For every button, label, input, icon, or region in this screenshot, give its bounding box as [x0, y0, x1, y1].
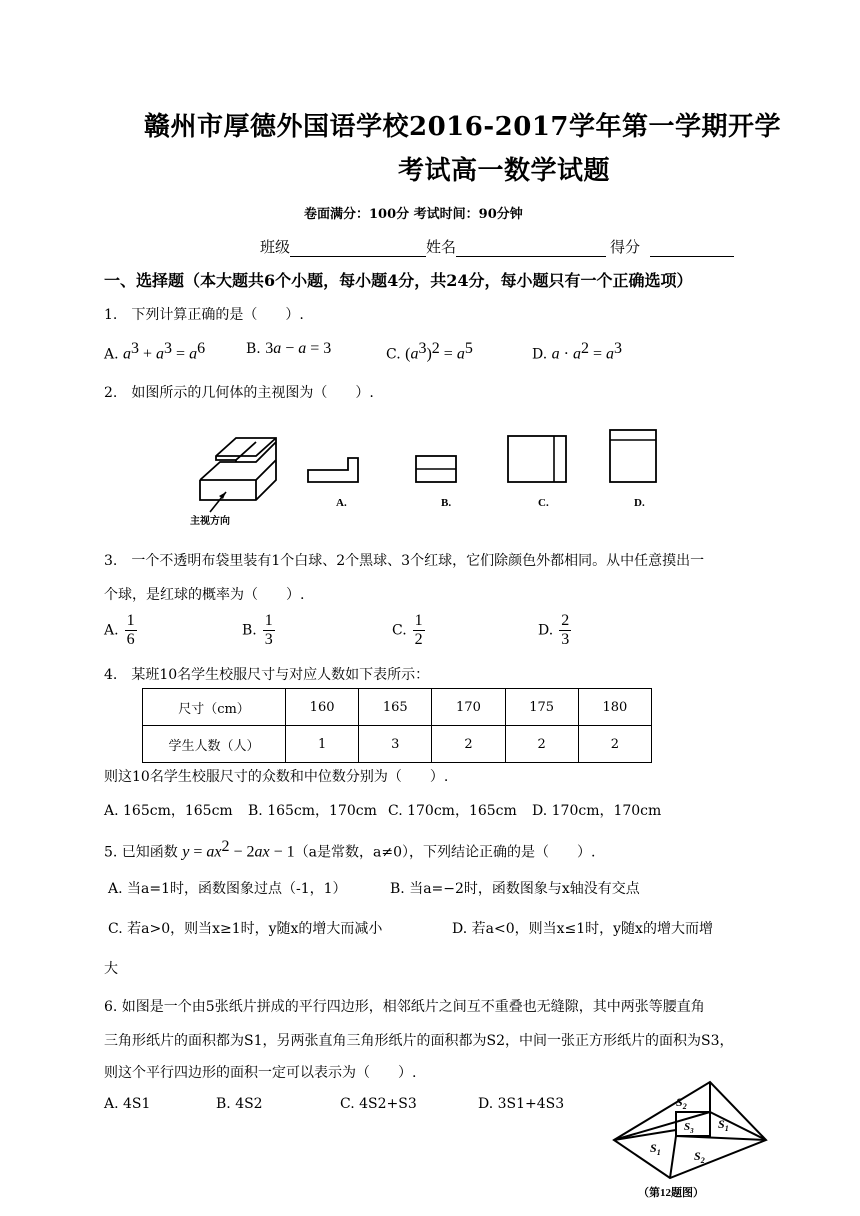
info-line	[260, 236, 734, 257]
q5-option-c: C. 若a>0，则当x≥1时，y随x的增大而减小	[108, 921, 383, 937]
table-cell: 170	[432, 689, 505, 726]
table-cell: 175	[505, 689, 578, 726]
q2-view-a	[308, 458, 358, 482]
q6-line-3: 则这个平行四边形的面积一定可以表示为（ ）.	[104, 1065, 417, 1081]
q2-solid-drawing	[200, 438, 276, 500]
table-cell: 2	[505, 726, 578, 763]
q4-question: 则这10名学生校服尺寸的众数和中位数分别为（ ）.	[104, 769, 449, 785]
q6-option-c: C. 4S2+S3	[340, 1096, 417, 1112]
q1-stem: 1. 下列计算正确的是（ ）.	[104, 307, 304, 323]
q2-view-d	[610, 430, 656, 482]
score-blank[interactable]	[650, 240, 734, 257]
table-row	[143, 726, 652, 763]
table-cell: 165	[359, 689, 432, 726]
table-cell: 2	[578, 726, 651, 763]
class-label: 班级	[260, 238, 291, 256]
class-blank[interactable]	[290, 240, 426, 257]
section-heading: 一、选择题（本大题共6个小题，每小题4分，共24分，每小题只有一个正确选项）	[104, 271, 693, 290]
q6-parallelogram-figure	[610, 1070, 770, 1202]
svg-text:S2: $S_2$	[694, 1149, 705, 1165]
q6-option-d: D. 3S1+4S3	[478, 1096, 565, 1112]
q5-option-d-wrap: 大	[104, 961, 118, 977]
q4-size-table	[142, 688, 652, 763]
q4-option-b: B. 165cm，170cm	[248, 803, 377, 819]
table-cell: 尺寸（cm）	[143, 689, 286, 726]
q1-option-c: C. $(a^3)^2 = a^5$	[386, 340, 473, 363]
score-label: 得分	[610, 238, 641, 256]
title-line-1: 赣州市厚德外国语学校2016-2017学年第一学期开学	[144, 112, 782, 142]
q2-stem: 2. 如图所示的几何体的主视图为（ ）.	[104, 385, 374, 401]
q3-option-b: B. $\frac{1}{3}$	[242, 612, 273, 648]
q5-option-a: A. 当a=1时，函数图象过点（-1，1）	[108, 881, 347, 897]
q4-option-d: D. 170cm，170cm	[532, 803, 662, 819]
q6-line-2: 三角形纸片的面积都为S1，另两张直角三角形纸片的面积都为S2，中间一张正方形纸片的面积为S3，	[104, 1033, 734, 1049]
q3-option-d: D. $\frac{2}{3}$	[538, 612, 570, 648]
q3-stem-line-1: 3. 一个不透明布袋里装有1个白球、2个黑球、3个红球，它们除颜色外都相同。从中任意摸出一	[104, 553, 705, 569]
q1-option-a: A. $a^3 + a^3 = a^6$	[104, 340, 206, 363]
q2-view-c	[508, 436, 566, 482]
table-cell: 2	[432, 726, 505, 763]
q4-option-c: C. 170cm，165cm	[388, 803, 517, 819]
svg-text:S1: $S_1$	[718, 1117, 729, 1133]
q6-option-b: B. 4S2	[216, 1096, 263, 1112]
table-row	[143, 689, 652, 726]
q5-option-d: D. 若a<0，则当x≤1时，y随x的增大而增	[452, 921, 713, 937]
q5-option-b: B. 当a=−2时，函数图象与x轴没有交点	[390, 881, 640, 897]
svg-text:C.: C.	[538, 497, 549, 509]
q2-figure	[180, 420, 670, 532]
q1-option-d: D. $a \cdot a^2 = a^3$	[532, 340, 622, 363]
q6-line-1: 6. 如图是一个由5张纸片拼成的平行四边形，相邻纸片之间互不重叠也无缝隙，其中两张等腰直角	[104, 999, 705, 1015]
q6-option-a: A. 4S1	[104, 1096, 151, 1112]
svg-text:D.: D.	[634, 497, 645, 509]
name-label: 姓名	[426, 238, 457, 256]
table-cell: 160	[286, 689, 359, 726]
q1-option-b: B. 3a − a = 3	[246, 340, 332, 357]
q4-option-a: A. 165cm，165cm	[104, 803, 233, 819]
q5-stem: 5. 已知函数 $y = ax^2 - 2ax - 1(a$是常数，a≠0），下列结论正确的是（ ）.	[104, 838, 596, 861]
q3-stem-line-2: 个球，是红球的概率为（ ）.	[104, 587, 305, 603]
exam-meta: 卷面满分：100分 考试时间：90分钟	[304, 207, 523, 222]
title-line-2: 考试高一数学试题	[398, 156, 611, 186]
table-cell: 学生人数（人）	[143, 726, 286, 763]
table-cell: 180	[578, 689, 651, 726]
svg-text:S3: $S_3$	[684, 1121, 694, 1135]
svg-text:B.: B.	[441, 497, 452, 509]
table-cell: 3	[359, 726, 432, 763]
q3-option-a: A. $\frac{1}{6}$	[104, 612, 135, 648]
q6-figure-caption: （第12题图）	[638, 1187, 704, 1199]
svg-text:S2: $S_2$	[676, 1095, 687, 1111]
svg-text:S1: $S_1$	[650, 1141, 661, 1157]
q2-figure-caption: 主视方向	[190, 516, 230, 527]
svg-text:A.: A.	[336, 497, 347, 509]
table-cell: 1	[286, 726, 359, 763]
q4-stem: 4. 某班10名学生校服尺寸与对应人数如下表所示：	[104, 667, 430, 683]
q3-option-c: C. $\frac{1}{2}$	[392, 612, 423, 648]
name-blank[interactable]	[456, 240, 606, 257]
